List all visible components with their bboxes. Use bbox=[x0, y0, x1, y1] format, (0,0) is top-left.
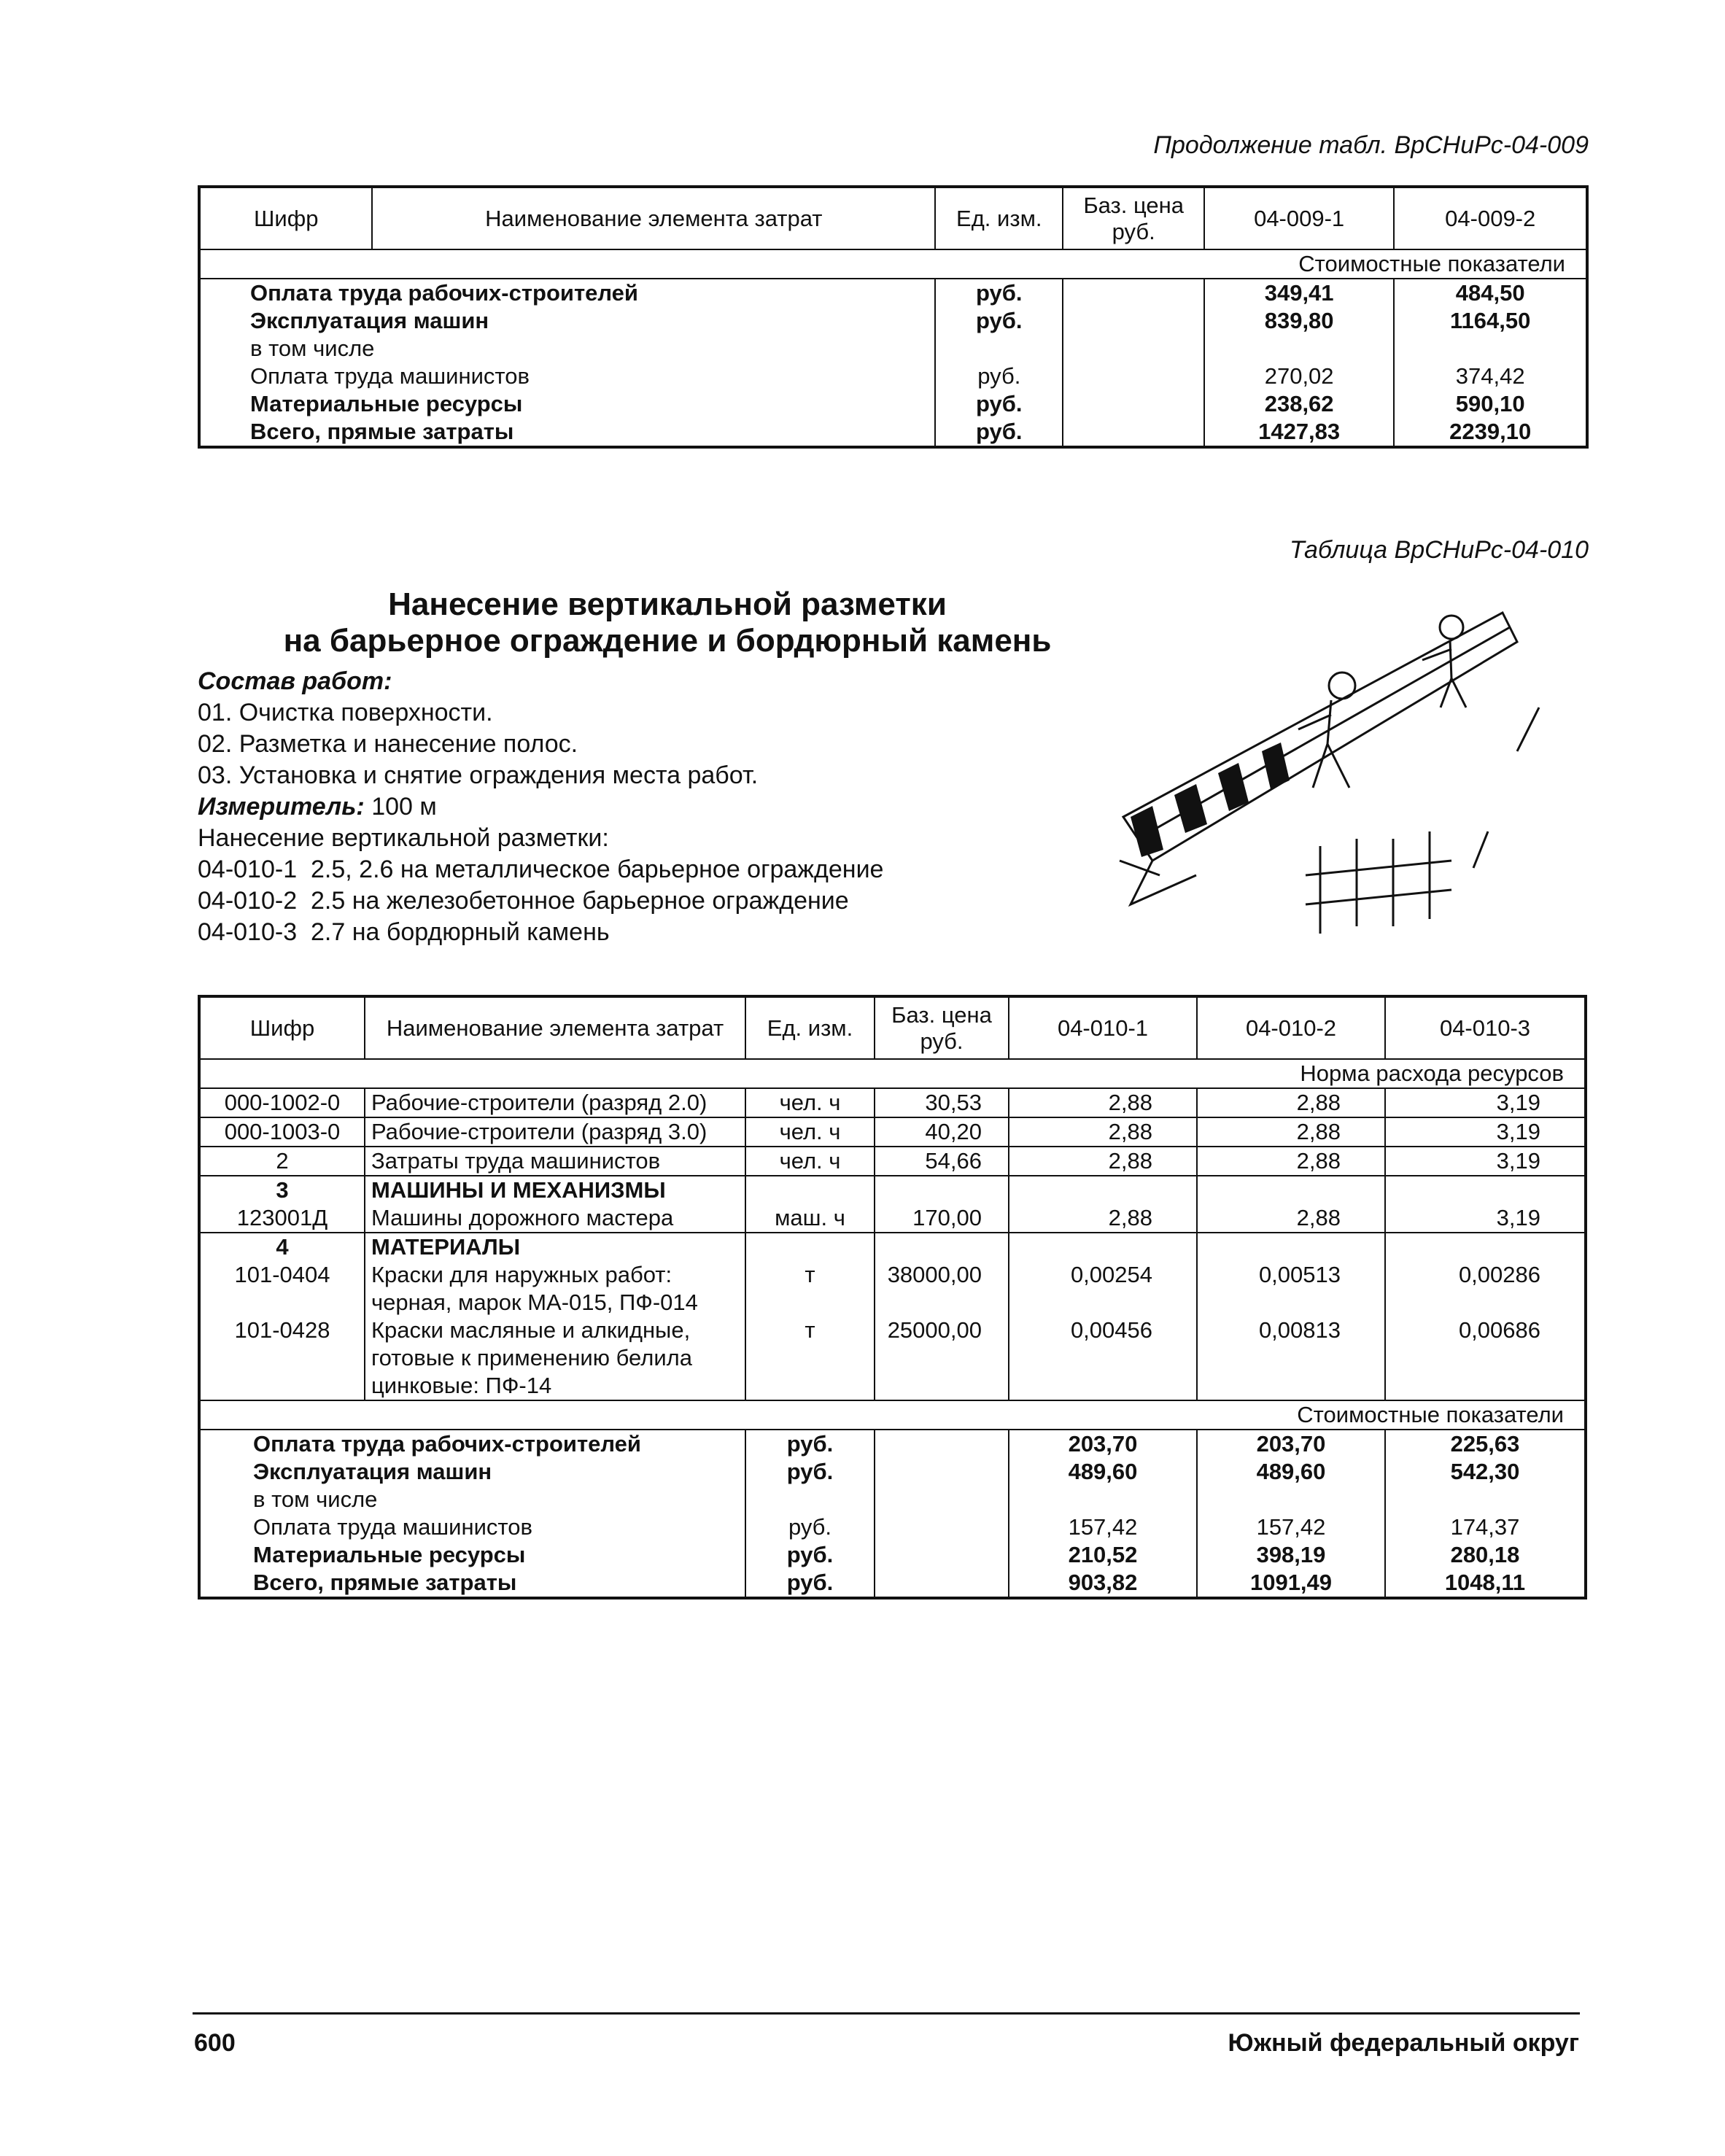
row-value: 0,00254 bbox=[1009, 1261, 1197, 1317]
row-unit: руб. bbox=[745, 1569, 875, 1598]
row-value: 0,00686 bbox=[1385, 1317, 1586, 1400]
row-value: 374,42 bbox=[1394, 362, 1587, 390]
table1-body bbox=[199, 279, 1587, 447]
row-name: Машины дорожного мастера bbox=[365, 1204, 745, 1233]
work-item: 03. Установка и снятие ограждения места работ. bbox=[198, 761, 759, 789]
table-row bbox=[199, 1147, 1586, 1176]
row-price: 54,66 bbox=[875, 1147, 1009, 1176]
row-unit: руб. bbox=[935, 418, 1063, 447]
row-value: 238,62 bbox=[1204, 390, 1395, 418]
row-value: 0,00513 bbox=[1197, 1261, 1385, 1317]
row-code: 3 bbox=[199, 1176, 365, 1204]
table-row bbox=[199, 1486, 1586, 1513]
row-value: 157,42 bbox=[1009, 1513, 1197, 1541]
row-unit: руб. bbox=[745, 1430, 875, 1458]
header-name: Наименование элемента затрат bbox=[372, 187, 935, 249]
header-col2: 04-010-2 bbox=[1197, 996, 1385, 1059]
row-code: 4 bbox=[199, 1233, 365, 1261]
row-price bbox=[1063, 390, 1203, 418]
row-price: 38000,00 bbox=[875, 1261, 1009, 1317]
meter-value: 100 м bbox=[371, 793, 437, 821]
row-value bbox=[1009, 1486, 1197, 1513]
row-name: Оплата труда машинистов bbox=[250, 363, 530, 389]
header-price: Баз. цена руб. bbox=[1063, 187, 1203, 249]
footer-rule bbox=[193, 2012, 1580, 2015]
table-row bbox=[199, 1317, 1586, 1400]
row-value: 203,70 bbox=[1197, 1430, 1385, 1458]
row-value: 398,19 bbox=[1197, 1541, 1385, 1569]
row-value: 489,60 bbox=[1197, 1458, 1385, 1486]
table-row bbox=[199, 1176, 1586, 1204]
meter-line bbox=[198, 791, 437, 823]
table-row bbox=[199, 1233, 1586, 1261]
item-line bbox=[198, 854, 883, 885]
continuation-caption: Продолжение табл. ВрСНиРс-04-009 bbox=[1153, 131, 1589, 159]
row-name: Оплата труда рабочих-строителей bbox=[253, 1431, 641, 1457]
table-row bbox=[199, 1117, 1586, 1147]
row-value: 489,60 bbox=[1009, 1458, 1197, 1486]
table2-cost-body bbox=[199, 1430, 1586, 1598]
row-price bbox=[875, 1233, 1009, 1261]
section-label: Стоимостные показатели bbox=[199, 249, 1587, 279]
header-code: Шифр bbox=[199, 996, 365, 1059]
page-number: 600 bbox=[194, 2029, 236, 2057]
item-code: 04-010-1 bbox=[198, 856, 298, 883]
row-unit: руб. bbox=[745, 1513, 875, 1541]
section-label: Стоимостные показатели bbox=[199, 1400, 1586, 1430]
row-value: 542,30 bbox=[1385, 1458, 1586, 1486]
row-value: 210,52 bbox=[1009, 1541, 1197, 1569]
row-price: 40,20 bbox=[875, 1117, 1009, 1147]
row-name: в том числе bbox=[250, 336, 375, 361]
row-unit: чел. ч bbox=[745, 1117, 875, 1147]
row-name: МАТЕРИАЛЫ bbox=[365, 1233, 745, 1261]
row-value: 2,88 bbox=[1197, 1147, 1385, 1176]
header-code: Шифр bbox=[199, 187, 372, 249]
row-value: 2,88 bbox=[1009, 1204, 1197, 1233]
row-value bbox=[1009, 1176, 1197, 1204]
row-unit: руб. bbox=[935, 362, 1063, 390]
table-row bbox=[199, 418, 1587, 447]
table-04-010 bbox=[198, 995, 1587, 1599]
title-line2: на барьерное ограждение и бордюрный камень bbox=[283, 623, 1052, 659]
row-value: 3,19 bbox=[1385, 1147, 1586, 1176]
row-value: 2239,10 bbox=[1394, 418, 1587, 447]
row-value: 203,70 bbox=[1009, 1430, 1197, 1458]
header-col3: 04-010-3 bbox=[1385, 996, 1586, 1059]
row-value: 590,10 bbox=[1394, 390, 1587, 418]
region-name: Южный федеральный округ bbox=[1228, 2029, 1579, 2057]
row-value: 903,82 bbox=[1009, 1569, 1197, 1598]
row-value: 1164,50 bbox=[1394, 307, 1587, 335]
row-name: МАШИНЫ И МЕХАНИЗМЫ bbox=[365, 1176, 745, 1204]
row-name: Эксплуатация машин bbox=[250, 308, 489, 333]
row-price bbox=[875, 1430, 1009, 1458]
row-value bbox=[1385, 1176, 1586, 1204]
row-value bbox=[1197, 1486, 1385, 1513]
table-row bbox=[199, 1513, 1586, 1541]
table-row bbox=[199, 279, 1587, 307]
table-row bbox=[199, 1569, 1586, 1598]
table-row bbox=[199, 1430, 1586, 1458]
row-price bbox=[875, 1569, 1009, 1598]
row-value: 2,88 bbox=[1197, 1204, 1385, 1233]
row-price bbox=[875, 1513, 1009, 1541]
row-unit: руб. bbox=[745, 1541, 875, 1569]
row-value: 3,19 bbox=[1385, 1204, 1586, 1233]
table-row bbox=[199, 1261, 1586, 1317]
table-row bbox=[199, 1204, 1586, 1233]
row-price bbox=[875, 1541, 1009, 1569]
row-value: 225,63 bbox=[1385, 1430, 1586, 1458]
row-price: 30,53 bbox=[875, 1088, 1009, 1117]
row-unit bbox=[935, 335, 1063, 362]
row-unit bbox=[745, 1233, 875, 1261]
row-value: 1091,49 bbox=[1197, 1569, 1385, 1598]
row-unit: т bbox=[745, 1317, 875, 1400]
item-code: 04-010-3 bbox=[198, 918, 298, 946]
row-name: Рабочие-строители (разряд 3.0) bbox=[365, 1117, 745, 1147]
row-unit: руб. bbox=[745, 1458, 875, 1486]
row-name: Краски для наружных работ: черная, марок МА-015, ПФ-014 bbox=[365, 1261, 745, 1317]
meter-label: Измеритель: bbox=[198, 793, 365, 821]
row-name: Краски масляные и алкидные, готовые к применению белила цинковые: ПФ-14 bbox=[365, 1317, 745, 1400]
row-price bbox=[875, 1176, 1009, 1204]
row-code: 2 bbox=[199, 1147, 365, 1176]
work-item: 02. Разметка и нанесение полос. bbox=[198, 730, 578, 758]
row-value bbox=[1204, 335, 1395, 362]
table-row bbox=[199, 307, 1587, 335]
row-value: 484,50 bbox=[1394, 279, 1587, 307]
row-code: 101-0428 bbox=[199, 1317, 365, 1400]
item-text: 2.5 на железобетонное барьерное ограждение bbox=[311, 887, 849, 915]
row-price bbox=[875, 1486, 1009, 1513]
item-text: 2.5, 2.6 на металлическое барьерное ограждение bbox=[311, 856, 884, 883]
row-unit bbox=[745, 1176, 875, 1204]
header-unit: Ед. изм. bbox=[745, 996, 875, 1059]
row-name: Затраты труда машинистов bbox=[365, 1147, 745, 1176]
row-value bbox=[1385, 1233, 1586, 1261]
row-name: Материальные ресурсы bbox=[253, 1542, 526, 1567]
row-price bbox=[1063, 362, 1203, 390]
row-name: Всего, прямые затраты bbox=[250, 419, 514, 444]
table-row bbox=[199, 1541, 1586, 1569]
row-code: 000-1002-0 bbox=[199, 1088, 365, 1117]
row-value: 270,02 bbox=[1204, 362, 1395, 390]
row-value: 2,88 bbox=[1197, 1088, 1385, 1117]
table-row bbox=[199, 1458, 1586, 1486]
row-unit: руб. bbox=[935, 307, 1063, 335]
row-value: 0,00286 bbox=[1385, 1261, 1586, 1317]
row-value: 0,00456 bbox=[1009, 1317, 1197, 1400]
header-price: Баз. цена руб. bbox=[875, 996, 1009, 1059]
row-value: 1048,11 bbox=[1385, 1569, 1586, 1598]
row-value: 3,19 bbox=[1385, 1088, 1586, 1117]
row-value: 280,18 bbox=[1385, 1541, 1586, 1569]
row-unit: маш. ч bbox=[745, 1204, 875, 1233]
row-price bbox=[875, 1458, 1009, 1486]
row-unit: руб. bbox=[935, 390, 1063, 418]
row-code: 000-1003-0 bbox=[199, 1117, 365, 1147]
row-price bbox=[1063, 307, 1203, 335]
row-unit bbox=[745, 1486, 875, 1513]
row-price bbox=[1063, 335, 1203, 362]
table-caption: Таблица ВрСНиРс-04-010 bbox=[1289, 536, 1589, 564]
row-unit: чел. ч bbox=[745, 1088, 875, 1117]
item-line bbox=[198, 885, 849, 917]
section-label: Норма расхода ресурсов bbox=[199, 1059, 1586, 1088]
row-price: 170,00 bbox=[875, 1204, 1009, 1233]
row-value: 1427,83 bbox=[1204, 418, 1395, 447]
header-unit: Ед. изм. bbox=[935, 187, 1063, 249]
row-price bbox=[1063, 279, 1203, 307]
row-name: Рабочие-строители (разряд 2.0) bbox=[365, 1088, 745, 1117]
road-marking-illustration bbox=[1109, 598, 1575, 963]
row-value bbox=[1009, 1233, 1197, 1261]
row-unit: чел. ч bbox=[745, 1147, 875, 1176]
row-unit: руб. bbox=[935, 279, 1063, 307]
table2-resource-body bbox=[199, 1088, 1586, 1400]
row-name: в том числе bbox=[253, 1486, 378, 1512]
title-line1: Нанесение вертикальной разметки bbox=[388, 586, 947, 622]
row-value: 3,19 bbox=[1385, 1117, 1586, 1147]
row-name: Всего, прямые затраты bbox=[253, 1570, 517, 1595]
item-code: 04-010-2 bbox=[198, 887, 298, 915]
header-name: Наименование элемента затрат bbox=[365, 996, 745, 1059]
row-value: 157,42 bbox=[1197, 1513, 1385, 1541]
table-row bbox=[199, 335, 1587, 362]
table-row bbox=[199, 362, 1587, 390]
row-name: Эксплуатация машин bbox=[253, 1459, 492, 1484]
row-value bbox=[1197, 1233, 1385, 1261]
table-04-009 bbox=[198, 185, 1589, 449]
header-col2: 04-009-2 bbox=[1394, 187, 1587, 249]
row-code: 123001Д bbox=[199, 1204, 365, 1233]
row-value: 2,88 bbox=[1197, 1117, 1385, 1147]
row-unit: т bbox=[745, 1261, 875, 1317]
row-name: Оплата труда рабочих-строителей bbox=[250, 280, 638, 306]
item-line bbox=[198, 917, 610, 948]
header-col1: 04-010-1 bbox=[1009, 996, 1197, 1059]
work-item: 01. Очистка поверхности. bbox=[198, 699, 493, 726]
row-price: 25000,00 bbox=[875, 1317, 1009, 1400]
row-value bbox=[1394, 335, 1587, 362]
row-value: 0,00813 bbox=[1197, 1317, 1385, 1400]
intro: Нанесение вертикальной разметки: bbox=[198, 824, 609, 852]
row-value: 349,41 bbox=[1204, 279, 1395, 307]
work-label: Состав работ: bbox=[198, 667, 392, 695]
row-value: 839,80 bbox=[1204, 307, 1395, 335]
row-value: 2,88 bbox=[1009, 1147, 1197, 1176]
row-name: Оплата труда машинистов bbox=[253, 1514, 532, 1540]
row-value: 174,37 bbox=[1385, 1513, 1586, 1541]
row-code: 101-0404 bbox=[199, 1261, 365, 1317]
table-row bbox=[199, 390, 1587, 418]
header-col1: 04-009-1 bbox=[1204, 187, 1395, 249]
row-value bbox=[1385, 1486, 1586, 1513]
item-text: 2.7 на бордюрный камень bbox=[311, 918, 610, 946]
row-price bbox=[1063, 418, 1203, 447]
row-value bbox=[1197, 1176, 1385, 1204]
row-value: 2,88 bbox=[1009, 1117, 1197, 1147]
row-name: Материальные ресурсы bbox=[250, 391, 523, 416]
row-value: 2,88 bbox=[1009, 1088, 1197, 1117]
table-row bbox=[199, 1088, 1586, 1117]
